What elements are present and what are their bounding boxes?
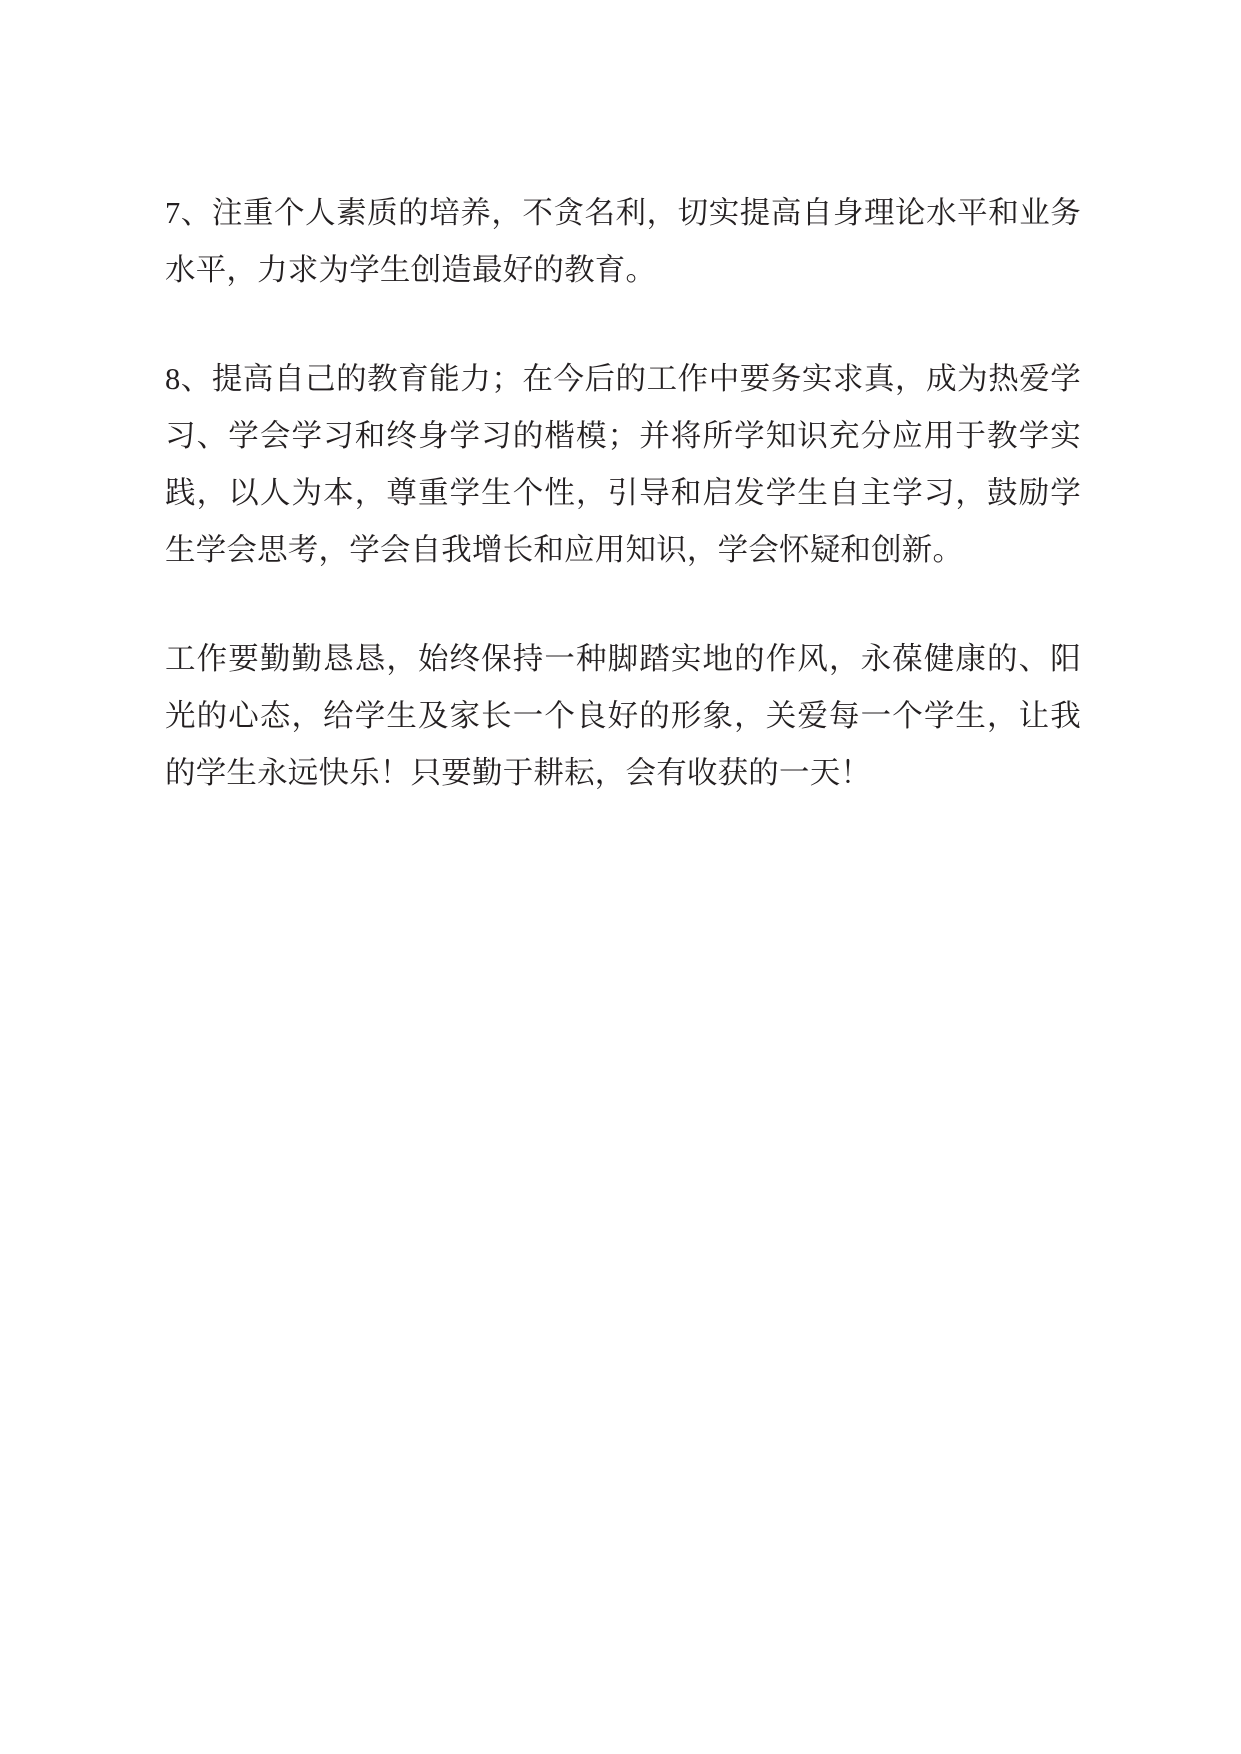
- paragraph-item-7: 7、注重个人素质的培养，不贪名利，切实提高自身理论水平和业务水平，力求为学生创造最好的教育。: [165, 196, 1081, 287]
- document-body: [165, 185, 1081, 802]
- paragraph-closing: 工作要勤勤恳恳，始终保持一种脚踏实地的作风，永葆健康的、阳光的心态，给学生及家长一个良好的形象，关爱每一个学生，让我的学生永远快乐！只要勤于耕耘，会有收获的一天！: [165, 642, 1081, 790]
- paragraph-item-8: 8、提高自己的教育能力；在今后的工作中要务实求真，成为热爱学习、学会学习和终身学习的楷模；并将所学知识充分应用于教学实践，以人为本，尊重学生个性，引导和启发学生自主学习，鼓励学生学会思考，学会自我增长和应用知识，学会怀疑和创新。: [165, 362, 1081, 567]
